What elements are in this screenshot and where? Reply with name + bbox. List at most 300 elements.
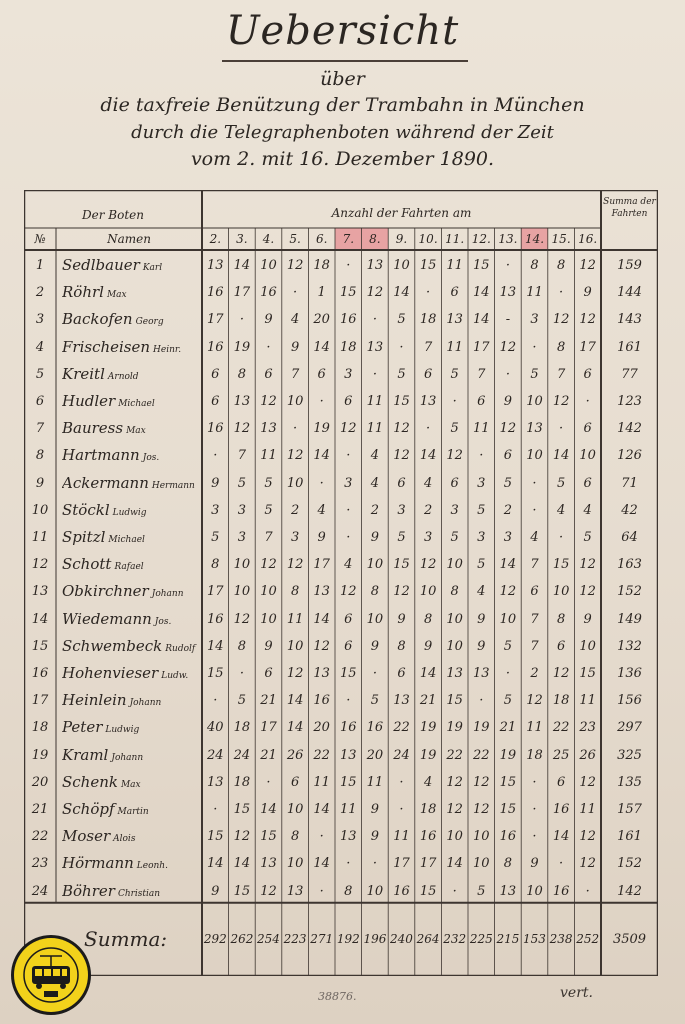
trip-count-cell: · <box>293 421 298 437</box>
trip-count-cell: · <box>346 856 351 872</box>
trip-count-cell: 20 <box>313 720 330 736</box>
trip-count-cell: · <box>532 802 537 817</box>
trip-count-cell: 17 <box>313 557 330 573</box>
messenger-name <box>62 470 200 497</box>
trip-count-cell: 18 <box>340 339 357 355</box>
trip-count-cell: 6 <box>264 366 273 382</box>
row-number: 9 <box>35 475 45 491</box>
trip-count-cell: 16 <box>207 611 224 627</box>
header-day: 7. <box>342 232 355 246</box>
trip-count-cell: 3 <box>211 502 220 518</box>
trip-count-cell: · <box>346 448 351 464</box>
trip-count-cell: 15 <box>393 557 410 573</box>
trip-count-cell: 24 <box>233 747 251 763</box>
row-total: 135 <box>617 774 642 790</box>
surname: Schenk <box>62 772 118 791</box>
row-total: 142 <box>617 421 642 437</box>
row-total: 152 <box>617 856 642 872</box>
trip-count-cell: 8 <box>237 638 247 654</box>
trip-count-cell: 15 <box>207 666 224 681</box>
header-day: 12. <box>471 232 491 246</box>
trip-count-cell: 5 <box>397 530 406 545</box>
trip-count-cell: 7 <box>477 366 486 382</box>
messenger-name <box>62 823 200 850</box>
surname: Schott <box>62 555 112 574</box>
trip-count-cell: 8 <box>211 557 220 573</box>
trip-count-cell: 16 <box>207 339 224 355</box>
trip-count-cell: 6 <box>317 366 326 382</box>
trip-count-cell: · <box>559 421 564 437</box>
trip-count-cell: 3 <box>503 530 513 545</box>
trip-count-cell: 18 <box>552 693 570 709</box>
row-number: 14 <box>31 611 49 627</box>
trip-count-cell: · <box>372 856 377 872</box>
trip-count-cell: 9 <box>264 312 273 328</box>
header-day: 15. <box>551 232 571 246</box>
first-name: Max <box>106 290 127 301</box>
trip-count-cell: 9 <box>211 883 220 899</box>
trip-count-cell: 10 <box>446 638 463 654</box>
surname: Röhrl <box>62 283 104 302</box>
trip-count-cell: 10 <box>366 557 384 573</box>
messenger-name <box>62 687 200 714</box>
trip-count-cell: 10 <box>286 802 304 817</box>
trip-count-cell: · <box>319 829 324 845</box>
header-day: 10. <box>418 232 438 246</box>
trip-count-cell: 11 <box>260 448 277 464</box>
trip-count-cell: · <box>585 394 590 409</box>
trip-count-cell: 18 <box>419 312 437 328</box>
trip-count-cell: · <box>585 883 590 899</box>
row-number: 6 <box>35 394 45 409</box>
trip-count-cell: 25 <box>552 747 570 763</box>
trip-count-cell: 12 <box>393 448 410 464</box>
row-total: 152 <box>617 584 642 600</box>
first-name: Ludw. <box>161 671 189 681</box>
trip-count-cell: 6 <box>477 394 486 409</box>
trip-count-cell: 3 <box>237 502 247 518</box>
summa-grand-total: 3509 <box>612 931 647 947</box>
trip-count-cell: · <box>559 285 564 301</box>
trip-count-cell: 10 <box>233 557 251 573</box>
trip-count-cell: 16 <box>419 829 437 845</box>
summa-day-total: 232 <box>443 931 467 946</box>
trip-count-cell: · <box>452 883 457 899</box>
first-name: Jos. <box>154 616 172 627</box>
trip-count-cell: 19 <box>419 720 437 736</box>
row-total: 132 <box>617 638 642 654</box>
trip-count-cell: 6 <box>423 366 433 382</box>
trip-count-cell: 5 <box>477 502 486 518</box>
surname: Moser <box>62 827 111 846</box>
trip-count-cell: 4 <box>530 530 539 545</box>
surname: Bauress <box>62 419 124 438</box>
trip-count-cell: 15 <box>579 666 596 681</box>
first-name: Johann <box>129 698 162 709</box>
row-total: 71 <box>621 475 638 491</box>
messenger-name <box>62 578 200 605</box>
trip-count-cell: 4 <box>370 475 380 491</box>
trip-count-cell: 19 <box>313 421 330 437</box>
trip-count-cell: 11 <box>473 421 490 437</box>
surname: Wiedemann <box>62 609 152 628</box>
trip-count-cell: 6 <box>264 666 273 681</box>
trip-count-cell: 13 <box>446 312 463 328</box>
trip-count-cell: 19 <box>473 720 490 736</box>
surname: Hartmann <box>62 446 140 465</box>
trip-count-cell: 8 <box>556 611 566 627</box>
trip-count-cell: 22 <box>473 747 490 763</box>
trip-count-cell: 5 <box>450 530 459 545</box>
trip-count-cell: 13 <box>260 421 277 437</box>
messenger-name <box>62 878 200 905</box>
trip-count-cell: 24 <box>393 747 410 763</box>
trip-count-cell: 14 <box>313 802 330 817</box>
trip-count-cell: 13 <box>366 339 384 355</box>
trip-count-cell: 13 <box>526 421 543 437</box>
first-name: Johann <box>151 589 184 600</box>
trip-count-cell: 19 <box>499 747 517 763</box>
row-number: 18 <box>31 720 49 736</box>
trip-count-cell: 18 <box>313 258 330 273</box>
row-total: 297 <box>617 720 642 736</box>
trip-count-cell: 3 <box>530 312 539 328</box>
summa-day-total: 223 <box>283 931 307 946</box>
trip-count-cell: 12 <box>260 394 277 409</box>
trip-count-cell: 18 <box>233 774 251 790</box>
messenger-name <box>62 606 200 633</box>
row-number: 24 <box>31 883 49 899</box>
trip-count-cell: 4 <box>370 448 380 464</box>
trip-count-cell: 13 <box>340 747 357 763</box>
row-total: 163 <box>617 557 642 573</box>
trip-count-cell: 26 <box>579 747 596 763</box>
trip-count-cell: 13 <box>393 693 410 709</box>
trip-count-cell: 5 <box>450 421 459 437</box>
trip-count-cell: 8 <box>423 611 433 627</box>
trip-count-cell: 9 <box>370 530 380 545</box>
summa-day-total: 240 <box>390 931 413 946</box>
summa-day-total: 252 <box>576 931 600 946</box>
trip-count-cell: 17 <box>579 339 596 355</box>
trip-count-cell: 3 <box>344 475 353 491</box>
header-day: 14. <box>524 232 545 246</box>
subtitle-line-1: über <box>320 68 365 90</box>
row-total: 64 <box>621 530 638 545</box>
row-total: 142 <box>617 883 642 899</box>
trip-count-cell: 9 <box>290 339 300 355</box>
messenger-name <box>62 633 200 660</box>
first-name: Georg <box>135 317 164 328</box>
surname: Sedlbauer <box>62 256 140 274</box>
trip-count-cell: · <box>213 448 218 464</box>
trip-count-cell: 21 <box>260 747 277 763</box>
header-day: 16. <box>578 232 598 246</box>
header-day: 2. <box>209 232 222 246</box>
summa-day-total: 196 <box>363 931 387 946</box>
trip-count-cell: 14 <box>313 339 330 355</box>
trip-count-cell: 8 <box>237 366 247 382</box>
trip-count-cell: · <box>213 693 218 709</box>
trip-count-cell: 2 <box>503 502 513 518</box>
row-number: 22 <box>31 829 49 845</box>
trip-count-cell: 8 <box>530 258 539 273</box>
trip-count-cell: 15 <box>260 829 277 845</box>
trip-count-cell: 12 <box>552 312 570 328</box>
trip-count-cell: 6 <box>211 394 220 409</box>
trip-count-cell: · <box>372 312 377 328</box>
trip-count-cell: 9 <box>370 638 380 654</box>
row-total: 42 <box>621 502 638 518</box>
trip-count-cell: 12 <box>579 312 596 328</box>
trip-count-cell: 2 <box>530 666 539 681</box>
trip-count-cell: 15 <box>340 774 357 790</box>
trip-count-cell: 10 <box>286 394 304 409</box>
trip-count-cell: · <box>293 285 298 301</box>
subtitle-line-4: vom 2. mit 16. Dezember 1890. <box>190 148 495 170</box>
trip-count-cell: 22 <box>393 720 410 736</box>
trip-count-cell: 12 <box>233 829 251 845</box>
trip-count-cell: 5 <box>397 366 406 382</box>
surname: Obkirchner <box>62 582 149 601</box>
trip-count-cell: 9 <box>211 475 220 491</box>
first-name: Hermann <box>151 480 195 491</box>
trip-count-cell: 18 <box>526 747 543 763</box>
trip-count-cell: 13 <box>286 883 304 899</box>
trip-count-cell: 12 <box>499 339 517 355</box>
trip-count-cell: 6 <box>503 448 513 464</box>
trip-count-cell: 14 <box>233 856 251 872</box>
trip-count-cell: 12 <box>340 421 357 437</box>
trip-count-cell: 10 <box>286 638 304 654</box>
trip-count-cell: 14 <box>313 856 330 872</box>
trip-count-cell: 12 <box>286 557 304 573</box>
trip-count-cell: 2 <box>423 502 433 518</box>
trip-count-cell: 7 <box>423 339 433 355</box>
trip-count-cell: 14 <box>286 693 304 709</box>
surname: Schöpf <box>62 800 115 818</box>
row-number: 23 <box>31 856 49 872</box>
trip-count-cell: 3 <box>397 502 406 518</box>
trip-count-cell: 12 <box>579 774 596 790</box>
trip-count-cell: 2 <box>290 502 300 518</box>
trip-count-cell: 5 <box>237 693 247 709</box>
trip-count-cell: 6 <box>450 475 459 491</box>
trip-count-cell: · <box>319 394 324 409</box>
trip-count-cell: 3 <box>477 530 486 545</box>
trip-count-cell: 6 <box>344 638 353 654</box>
surname: Spitzl <box>62 528 106 546</box>
trip-count-cell: 12 <box>393 421 410 437</box>
messenger-name <box>62 742 200 769</box>
trip-count-cell: 14 <box>286 720 304 736</box>
trip-count-cell: 10 <box>286 856 304 872</box>
trip-count-cell: · <box>346 502 351 518</box>
trip-count-cell: 13 <box>446 666 463 681</box>
surname: Heinlein <box>62 691 127 710</box>
trip-count-cell: 14 <box>313 611 330 627</box>
trip-count-cell: 10 <box>366 883 384 899</box>
trip-count-cell: · <box>505 258 510 273</box>
first-name: Ludwig <box>112 507 147 518</box>
trip-count-cell: 4 <box>556 502 566 518</box>
first-name: Max <box>126 426 146 437</box>
header-day: 8. <box>369 232 381 246</box>
header-day: 4. <box>262 232 275 246</box>
trip-count-cell: 10 <box>260 584 277 600</box>
trip-count-cell: 11 <box>446 339 463 355</box>
trip-count-cell: 6 <box>583 421 592 437</box>
trip-count-cell: 6 <box>556 774 566 790</box>
row-number: 2 <box>35 285 45 301</box>
trip-count-cell: 16 <box>260 285 277 301</box>
trip-count-cell: 9 <box>530 856 539 872</box>
trip-count-cell: 10 <box>499 611 517 627</box>
trip-count-cell: 18 <box>233 720 251 736</box>
trip-count-cell: · <box>346 530 351 545</box>
row-number: 3 <box>35 312 45 328</box>
trip-count-cell: 9 <box>477 611 486 627</box>
trip-count-cell: 17 <box>207 584 224 600</box>
trip-count-cell: 14 <box>499 557 517 573</box>
trip-count-cell: 11 <box>579 802 596 817</box>
trip-count-cell: · <box>213 802 218 817</box>
trip-count-cell: 3 <box>477 475 486 491</box>
trip-count-cell: - <box>505 312 511 328</box>
trip-count-cell: 11 <box>286 611 304 627</box>
row-total: 157 <box>617 802 642 817</box>
trip-count-cell: 8 <box>344 883 353 899</box>
messenger-name <box>62 796 200 823</box>
trip-count-cell: · <box>346 258 351 273</box>
row-number: 11 <box>31 530 49 545</box>
trip-count-cell: 5 <box>237 475 247 491</box>
row-total: 156 <box>617 693 642 709</box>
trip-count-cell: 13 <box>499 285 517 301</box>
trip-count-cell: 15 <box>552 557 570 573</box>
trip-count-cell: 14 <box>233 258 251 273</box>
row-number: 7 <box>35 421 45 437</box>
trip-count-cell: · <box>346 693 351 709</box>
trip-count-cell: 15 <box>393 394 410 409</box>
messenger-name <box>62 497 200 524</box>
trip-count-cell: 12 <box>579 258 596 273</box>
row-total: 126 <box>617 448 642 464</box>
trip-count-cell: · <box>559 530 564 545</box>
trip-count-cell: 12 <box>393 584 410 600</box>
trip-count-cell: 15 <box>207 829 224 845</box>
row-number: 15 <box>31 638 49 654</box>
trip-count-cell: 13 <box>419 394 437 409</box>
trip-count-cell: 12 <box>552 666 570 681</box>
trip-count-cell: 6 <box>450 285 459 301</box>
trip-count-cell: 3 <box>423 530 433 545</box>
trip-count-cell: 12 <box>286 258 304 273</box>
trip-count-cell: 13 <box>313 666 330 681</box>
row-total: 325 <box>617 747 642 763</box>
row-number: 10 <box>31 502 49 518</box>
header-day: 11. <box>445 232 465 246</box>
trip-count-cell: 14 <box>473 285 490 301</box>
trip-count-cell: · <box>505 366 510 382</box>
trip-count-cell: 8 <box>556 339 566 355</box>
trip-count-cell: 3 <box>290 530 300 545</box>
trip-count-cell: 9 <box>370 802 380 817</box>
trip-count-cell: · <box>532 502 537 518</box>
trip-count-cell: · <box>532 339 537 355</box>
trip-count-cell: 14 <box>552 829 570 845</box>
row-number: 21 <box>31 802 49 817</box>
first-name: Leonh. <box>136 861 168 872</box>
trip-count-cell: 7 <box>556 366 566 382</box>
trip-count-cell: 16 <box>207 285 224 301</box>
trip-count-cell: 6 <box>397 666 406 681</box>
trip-count-cell: 7 <box>237 448 247 464</box>
first-name: Christian <box>117 888 161 899</box>
surname: Kraml <box>62 745 109 764</box>
trip-count-cell: · <box>532 774 537 790</box>
trip-count-cell: 16 <box>340 720 357 736</box>
trip-count-cell: 12 <box>286 666 304 681</box>
trip-count-cell: 10 <box>473 856 490 872</box>
archive-number: 38876. <box>318 990 357 1003</box>
trip-count-cell: · <box>399 774 404 790</box>
trip-count-cell: 5 <box>583 530 592 545</box>
trip-count-cell: · <box>399 339 404 355</box>
row-number: 19 <box>31 747 49 763</box>
trip-count-cell: 14 <box>473 312 490 328</box>
surname: Peter <box>62 718 103 737</box>
document-title: Uebersicht <box>225 8 460 54</box>
trip-count-cell: 8 <box>450 584 459 600</box>
turn-over-note: vert. <box>560 985 593 1001</box>
trip-count-cell: 11 <box>526 720 543 736</box>
trip-count-cell: 1 <box>317 285 326 301</box>
trip-count-cell: 22 <box>446 747 463 763</box>
trip-count-cell: 12 <box>233 421 251 437</box>
row-total: 159 <box>617 258 642 273</box>
trip-count-cell: 13 <box>499 883 517 899</box>
trips-table <box>24 190 658 976</box>
trip-count-cell: 16 <box>366 720 384 736</box>
trip-count-cell: 17 <box>473 339 490 355</box>
trip-count-cell: 15 <box>473 258 490 273</box>
trip-count-cell: 12 <box>366 285 384 301</box>
trip-count-cell: 4 <box>290 312 300 328</box>
trip-count-cell: 5 <box>477 883 486 899</box>
header-boten: Der Boten <box>82 208 144 222</box>
trip-count-cell: 17 <box>419 856 437 872</box>
summa-day-total: 238 <box>549 931 573 946</box>
trip-count-cell: 13 <box>233 394 251 409</box>
trip-count-cell: 11 <box>393 829 410 845</box>
surname: Hohenvieser <box>62 664 159 682</box>
trip-count-cell: 15 <box>499 774 517 790</box>
messenger-name <box>62 415 200 442</box>
trip-count-cell: 15 <box>233 883 251 899</box>
trip-count-cell: 11 <box>366 774 384 790</box>
header-summa: Summa der Fahrten <box>603 197 656 219</box>
row-number: 4 <box>35 339 45 355</box>
trip-count-cell: 7 <box>530 557 539 573</box>
first-name: Heinr. <box>153 344 182 355</box>
trip-count-cell: 3 <box>237 530 247 545</box>
surname: Kreitl <box>62 364 105 383</box>
trip-count-cell: 12 <box>313 638 330 654</box>
trip-count-cell: 12 <box>446 774 463 790</box>
trip-count-cell: 10 <box>260 611 277 627</box>
trip-count-cell: 14 <box>260 802 277 817</box>
